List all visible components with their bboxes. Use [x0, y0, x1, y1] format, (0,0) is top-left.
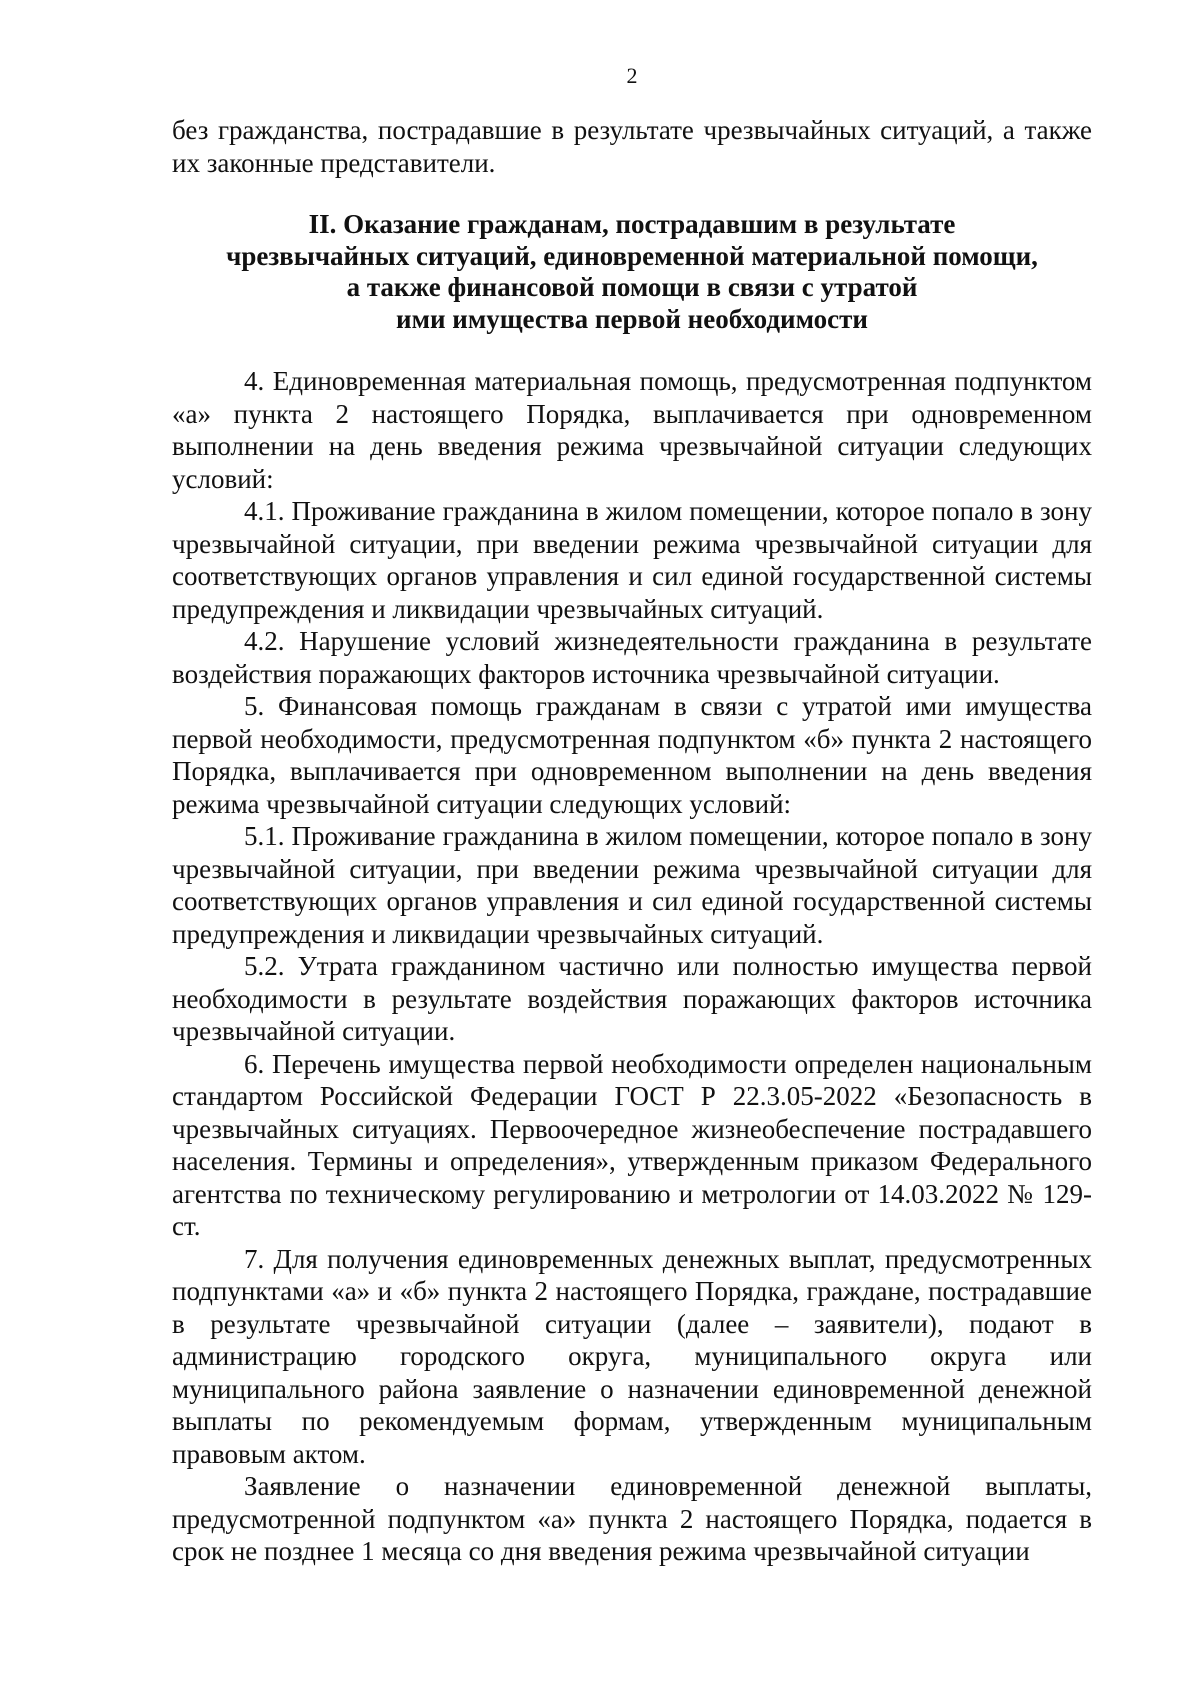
page-number: 2: [626, 63, 638, 88]
paragraph-4-1: 4.1. Проживание гражданина в жилом помещении, которое попало в зону чрезвычайной ситуации, при введении режима чрезвычайной ситуации для соответствующих органов управления и сил единой государственной системы предупреждения и ликвидации чрезвычайных ситуаций.: [172, 496, 1092, 624]
paragraph-7: 7. Для получения единовременных денежных выплат, предусмотренных подпунктами «а» и «б» пункта 2 настоящего Порядка, граждане, пострадавшие в результате чрезвычайной ситуации (далее – заявители), подают в администрацию городского округа, муниципального округа или муниципального района заявление о назначении единовременной денежной выплаты по рекомендуемым формам, утвержденным муниципальным правовым актом.: [172, 1243, 1092, 1469]
paragraph-4-2: 4.2. Нарушение условий жизнедеятельности гражданина в результате воздействия поражающих факторов источника чрезвычайной ситуации.: [172, 626, 1092, 689]
paragraph-5: 5. Финансовая помощь гражданам в связи с утратой ими имущества первой необходимости, предусмотренная подпунктом «б» пункта 2 настоящего Порядка, выплачивается при одновременном выполнении на день введения режима чрезвычайной ситуации следующих условий:: [172, 691, 1092, 819]
intro-paragraph: без гражданства, пострадавшие в результате чрезвычайных ситуаций, а также их законные представители.: [172, 115, 1092, 178]
section-heading: [172, 209, 1092, 335]
paragraph-5-2: 5.2. Утрата гражданином частично или полностью имущества первой необходимости в результате воздействия поражающих факторов источника чрезвычайной ситуации.: [172, 951, 1092, 1046]
paragraph-statement: Заявление о назначении единовременной денежной выплаты, предусмотренной подпунктом «а» пункта 2 настоящего Порядка, подается в срок не позднее 1 месяца со дня введения режима чрезвычайной ситуации: [172, 1471, 1092, 1566]
document-page: [172, 60, 1092, 1568]
paragraph-6: 6. Перечень имущества первой необходимости определен национальным стандартом Российской Федерации ГОСТ Р 22.3.05-2022 «Безопасность в чрезвычайных ситуациях. Первоочередное жизнеобеспечение пострадавшего населения. Термины и определения», утвержденным приказом Федерального агентства по техническому регулированию и метрологии от 14.03.2022 № 129-ст.: [172, 1048, 1092, 1241]
section-heading-line: а также финансовой помощи в связи с утратой: [346, 272, 918, 302]
section-heading-line: II. Оказание гражданам, пострадавшим в результате: [308, 209, 956, 239]
paragraph-4: 4. Единовременная материальная помощь, предусмотренная подпунктом «а» пункта 2 настоящего Порядка, выплачивается при одновременном выполнении на день введения режима чрезвычайной ситуации следующих условий:: [172, 366, 1092, 494]
section-heading-line: ими имущества первой необходимости: [396, 303, 868, 334]
paragraph-5-1: 5.1. Проживание гражданина в жилом помещении, которое попало в зону чрезвычайной ситуации, при введении режима чрезвычайной ситуации для соответствующих органов управления и сил единой государственной системы предупреждения и ликвидации чрезвычайных ситуаций.: [172, 821, 1092, 949]
section-heading-line: чрезвычайных ситуаций, единовременной материальной помощи,: [226, 240, 1038, 271]
